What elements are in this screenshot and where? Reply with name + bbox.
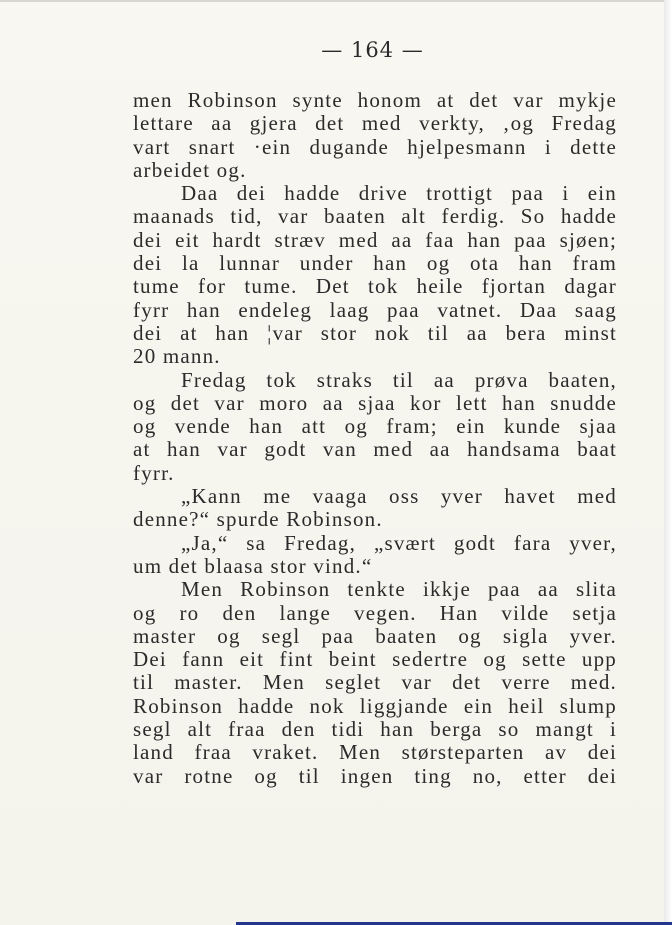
text-line: dei la lunnar under han og ota han fram — [133, 251, 617, 276]
text-line: fyrr han endeleg laag paa vatnet. Daa saag — [133, 297, 617, 322]
text-line: um det blaasa stor vind.“ — [133, 553, 373, 578]
text-line: tume for tume. Det tok heile fjortan dagar — [133, 274, 617, 299]
text-line: segl alt fraa den tidi han berga so mangt i — [133, 717, 617, 742]
text-line: „Ja,“ sa Fredag, „svært godt fara yver, — [181, 530, 617, 555]
text-line: Fredag tok straks til aa prøva baaten, — [181, 367, 617, 392]
text-line: master og segl paa baaten og sigla yver. — [133, 623, 617, 648]
text-line: lettare aa gjera det med verkty, ‚og Fredag — [133, 111, 617, 136]
text-line: var rotne og til ingen ting no, etter dei — [133, 763, 617, 788]
text-line: Daa dei hadde drive trottigt paa i ein — [181, 181, 617, 206]
text-line: Men Robinson tenkte ikkje paa aa slita — [181, 577, 617, 602]
scan-margin — [664, 0, 672, 925]
page-number: — 164 — — [321, 38, 424, 62]
body-text — [133, 89, 617, 788]
text-line: men Robinson synte honom at det var mykje — [133, 88, 617, 112]
text-line: dei eit hardt stræv med aa faa han paa sjøen; — [133, 227, 617, 252]
text-line: arbeidet og. — [133, 157, 247, 182]
text-line: maanads tid, var baaten alt ferdig. So hadde — [133, 204, 617, 229]
text-line: „Kann me vaaga oss yver havet med — [181, 484, 617, 509]
text-line: 20 mann. — [133, 344, 221, 369]
text-line: denne?“ spurde Robinson. — [133, 507, 383, 532]
text-line: fyrr. — [133, 460, 175, 485]
text-line: til master. Men seglet var det verre med. — [133, 670, 617, 695]
text-line: dei at han ¦var stor nok til aa bera minst — [133, 320, 617, 345]
text-line: og ro den lange vegen. Han vilde setja — [133, 600, 617, 625]
text-line: land fraa vraket. Men størsteparten av dei — [133, 740, 617, 765]
text-line: og det var moro aa sjaa kor lett han snudde — [133, 390, 617, 415]
text-line: at han var godt van med aa handsama baat — [133, 437, 617, 462]
text-line: Robinson hadde nok liggjande ein heil slump — [133, 693, 617, 718]
page-top-edge — [0, 0, 664, 2]
text-line: og vende han att og fram; ein kunde sjaa — [133, 414, 617, 439]
text-line: vart snart ·ein dugande hjelpesmann i dette — [133, 134, 617, 159]
text-line: Dei fann eit fint beint sedertre og sette upp — [133, 647, 617, 672]
